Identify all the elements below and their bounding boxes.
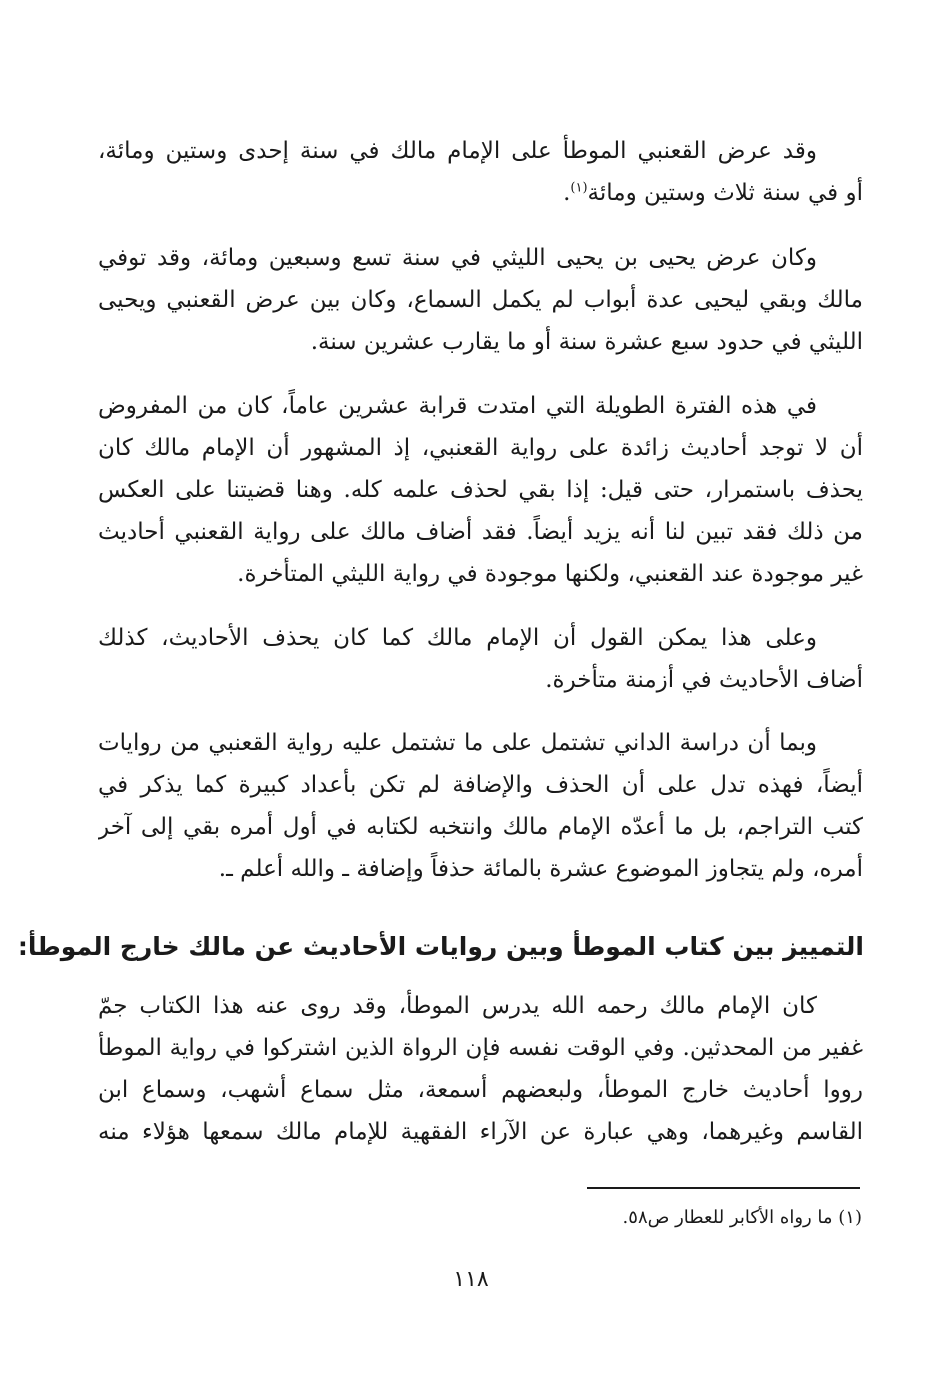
- paragraph-2: [98, 237, 863, 363]
- footnote-divider: [587, 1187, 860, 1189]
- section-paragraph: [98, 985, 863, 1153]
- text-line: أيضاً، فهذه تدل على أن الحذف والإضافة لم تكن بأعداد كبيرة كما يذكر في: [98, 772, 863, 798]
- paragraph-4: [98, 617, 863, 701]
- text-line: أضاف الأحاديث في أزمنة متأخرة.: [545, 667, 863, 693]
- text-line: في هذه الفترة الطويلة التي امتدت قرابة عشرين عاماً، كان من المفروض: [98, 393, 818, 419]
- paragraph-3: [98, 385, 863, 595]
- text-line: وكان عرض يحيى بن يحيى الليثي في سنة تسع وسبعين ومائة، وقد توفي: [98, 245, 817, 271]
- text-line: غير موجودة عند القعنبي، ولكنها موجودة في رواية الليثي المتأخرة.: [237, 561, 863, 587]
- text-line: غفير من المحدثين. وفي الوقت نفسه فإن الرواة الذين اشتركوا في رواية الموطأ: [98, 1035, 863, 1061]
- text-line-body: أو في سنة ثلاث وستين ومائة: [587, 180, 863, 206]
- paragraph-1: [98, 130, 863, 214]
- paragraph-5: [98, 722, 863, 890]
- text-line: مالك وبقي ليحيى عدة أبواب لم يكمل السماع، وكان بين عرض القعنبي ويحيى: [98, 287, 863, 313]
- text-line: كتب التراجم، بل ما أعدّه الإمام مالك وانتخبه لكتابه في أول أمره بقي إلى آخر: [98, 814, 863, 840]
- text-line: [98, 172, 863, 214]
- text-line: كان الإمام مالك رحمه الله يدرس الموطأ، وقد روى عنه هذا الكتاب جمّ: [98, 993, 817, 1019]
- page-number: ١١٨: [453, 1267, 489, 1292]
- text-line: وقد عرض القعنبي الموطأ على الإمام مالك في سنة إحدى وستين ومائة،: [98, 138, 817, 164]
- text-line: الليثي في حدود سبع عشرة سنة أو ما يقارب عشرين سنة.: [310, 329, 863, 355]
- section-heading: التمييز بين كتاب الموطأ وبين روايات الأحاديث عن مالك خارج الموطأ:: [17, 932, 864, 961]
- text-line: أمره، ولم يتجاوز الموضوع عشرة بالمائة حذفاً وإضافة ـ والله أعلم ـ.: [218, 856, 863, 882]
- text-line: من ذلك فقد تبين لنا أنه يزيد أيضاً. فقد أضاف مالك على رواية القعنبي أحاديث: [98, 519, 863, 545]
- text-line: وبما أن دراسة الداني تشتمل على ما تشتمل عليه رواية القعنبي من روايات: [98, 730, 817, 756]
- sentence-end: .: [563, 180, 571, 206]
- text-line: وعلى هذا يمكن القول أن الإمام مالك كما كان يحذف الأحاديث، كذلك: [98, 625, 817, 651]
- footnote-reference[interactable]: (١): [570, 180, 588, 196]
- text-line: أن لا توجد أحاديث زائدة على رواية القعنبي، إذ المشهور أن الإمام مالك كان: [98, 435, 863, 461]
- text-line: رووا أحاديث خارج الموطأ، ولبعضهم أسمعة، مثل سماع أشهب، وسماع ابن: [98, 1077, 863, 1103]
- text-line: القاسم وغيرهما، وهي عبارة عن الآراء الفقهية للإمام مالك سمعها هؤلاء منه: [98, 1119, 863, 1145]
- footnote: (١) ما رواه الأكابر للعطار ص٥٨.: [622, 1207, 862, 1228]
- text-line: يحذف باستمرار، حتى قيل: إذا بقي لحذف علمه كله. وهنا قضيتنا على العكس: [98, 477, 863, 503]
